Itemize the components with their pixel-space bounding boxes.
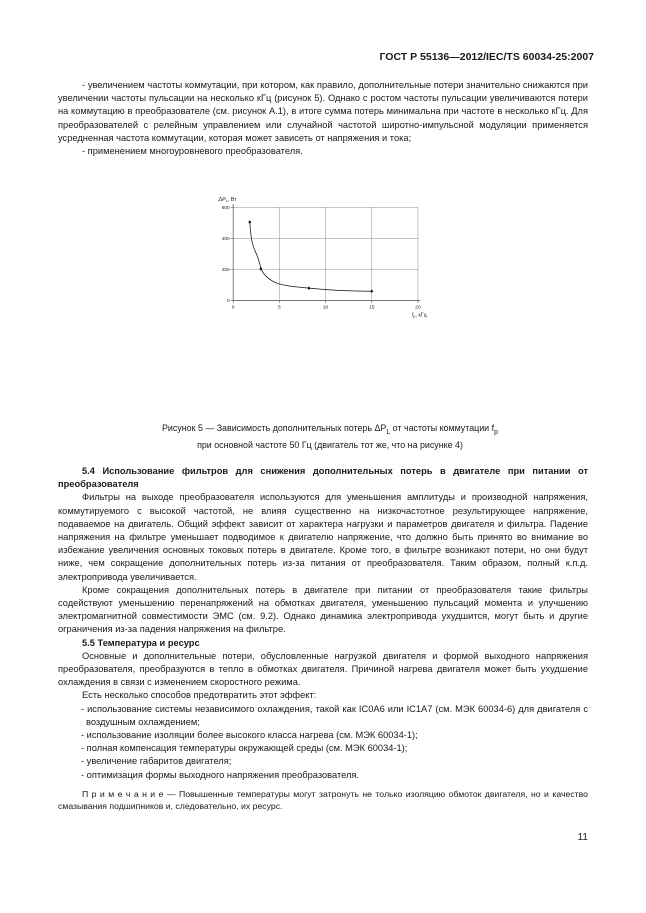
note: П р и м е ч а н и е — Повышенные температуры могут затронуть не только изоляцию обмоток двигателя, но и качество смазывания подшипников и, следовательно, их ресурс.	[58, 788, 588, 812]
section-5-4-paragraph-1: Фильтры на выходе преобразователя используются для уменьшения амплитуды и производной напряжения, коммутируемого с высокой частотой, не влияя существенно на низкочастотное результирующее напряжение, подаваемое на двигатель. Общий эффект зависит от характера нагрузки и параметров двигателя и фильтра. Падение напряжения на фильтре уменьшает подводимое к двигателю напряжение, что должно быть принято во внимание во избежание увеличения основных токовых потерь в двигателе. Кроме того, в фильтре возникают потери, но они будут ниже, чем сокращение дополнительных потерь из-за питания от преобразователя. Таким образом, полный к.п.д. электропривода увеличивается.	[58, 492, 588, 582]
intro-paragraph-1: - увеличением частоты коммутации, при котором, как правило, дополнительные потери значительно снижаются при увеличении частоты пульсации на несколько кГц (рисунок 5). Однако с ростом частоты пульсации увеличиваются потери на коммутацию в преобразователе (см. рисунок А.1), в итоге сумма потерь минимальна при частоте в несколько кГц. Для преобразователей с релейным управлением или случайной частотой широтно-импульсной модуляции применяется усредненная частота коммутации, которая может зависеть от напряжения и тока;	[58, 80, 588, 143]
chart-ticks	[222, 205, 421, 310]
list-item: - использование изоляции более высокого класса нагрева (см. МЭК 60034-1);	[81, 730, 418, 741]
chart-markers	[248, 220, 373, 293]
y-tick-label: 200	[221, 268, 230, 274]
intro-text	[58, 79, 588, 158]
caption-line-1: Рисунок 5 — Зависимость дополнительных потерь $\Delta P_L$ от частоты коммутации $f_p$	[162, 423, 498, 436]
y-tick-label: 0	[227, 299, 230, 305]
section-5-4	[58, 465, 588, 813]
section-5-5-heading: 5.5 Температура и ресурс	[82, 637, 200, 648]
chart-axes	[233, 204, 420, 301]
section-5-5-paragraph-1: Основные и дополнительные потери, обусловленные нагрузкой двигателя и формой выходного напряжения преобразователя, преобразуются в тепло в обмотках двигателя. Причиной нагрева двигателя может быть ухудшение охлаждения в связи с изменением скоростного режима.	[58, 650, 588, 688]
x-tick-label: 5	[278, 305, 281, 311]
x-tick-label: 20	[415, 305, 421, 311]
data-point	[307, 286, 310, 290]
section-5-5-paragraph-2: Есть несколько способов предотвратить этот эффект:	[82, 690, 317, 701]
x-tick-label: 0	[231, 305, 235, 311]
page-number: 11	[577, 832, 588, 843]
y-tick-label: 400	[221, 237, 230, 243]
y-axis-label: $\Delta P_L$, Вт	[218, 197, 237, 204]
x-tick-label: 15	[369, 305, 375, 311]
data-point	[370, 289, 373, 293]
figure-caption	[120, 422, 540, 452]
x-tick-label: 10	[322, 305, 329, 311]
chart-grid	[233, 207, 418, 300]
y-tick-label: 600	[221, 206, 230, 211]
x-axis-label: $f_p$, кГц	[411, 312, 427, 319]
loss-curve	[250, 222, 372, 291]
caption-line-2: при основной частоте 50 Гц (двигатель тот же, что на рисунке 4)	[197, 440, 463, 451]
loss-frequency-chart	[0, 196, 646, 326]
list-item: - полная компенсация температуры окружающей среды (см. МЭК 60034-1);	[81, 743, 408, 754]
list-item: - оптимизация формы выходного напряжения преобразователя.	[81, 769, 360, 780]
section-5-4-heading: 5.4 Использование фильтров для снижения дополнительных потерь в двигателе при питании от преобразователя	[58, 466, 588, 490]
document-header: ГОСТ Р 55136—2012/IEC/TS 60034-25:2007	[379, 51, 594, 63]
section-5-4-paragraph-2: Кроме сокращения дополнительных потерь в двигателе при питании от преобразователя такие фильтры содействуют уменьшению перенапряжений на обмотках двигателя, уменьшению пульсаций момента и улучшению электромагнитной совместимости ЭМС (см. 9.2). Однако динамика электропривода ухудшится, могут быть и другие ограничения из-за падения напряжения на фильтре.	[58, 584, 588, 635]
data-point	[248, 220, 251, 224]
list-item: - использование системы независимого охлаждения, такой как IC0A6 или IC1A7 (см. МЭК 60034-6) для двигателя с воздушным охлаждением;	[81, 703, 588, 727]
intro-paragraph-2: - применением многоуровневого преобразователя.	[82, 146, 303, 157]
list-item: - увеличение габаритов двигателя;	[81, 756, 232, 767]
